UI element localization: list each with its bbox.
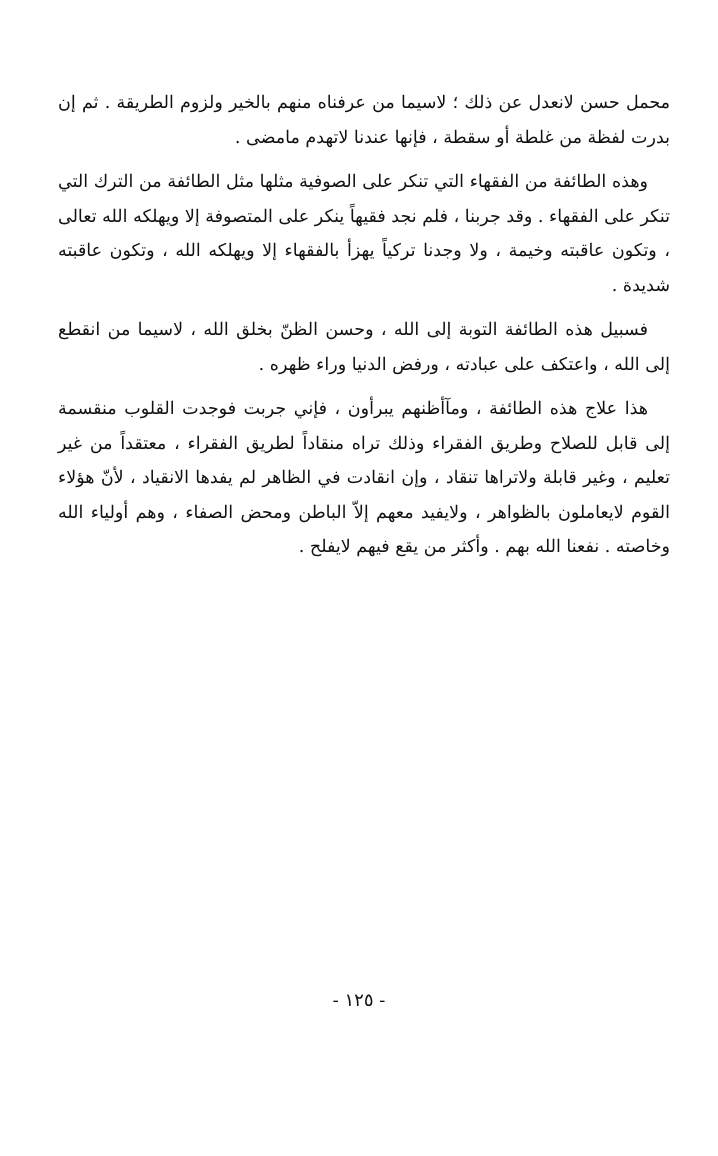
page-number: - ١٢٥ - [332,990,386,1011]
body-text [58,86,670,575]
paragraph-remedy: هذا علاج هذه الطائفة ، ومآأظنهم يبرأون ، فإني جربت فوجدت القلوب منقسمة إلى قابل للصلاح وطريق الفقراء وذلك تراه منقاداً لطريق الفقراء ، معتقداً من غير تعليم ، وغير قابلة ولاتراها تنقاد ، وإن انقادت في الظاهر لم يفدها الانقياد ، لأنّ هؤلاء القوم لايعاملون بالظواهر ، ولايفيد معهم إلاّ الباطن ومحض الصفاء ، وهم أولياء الله وخاصته . نفعنا الله بهم . وأكثر من يقع فيهم لايفلح . [58,399,670,557]
paragraph-fuqaha: وهذه الطائفة من الفقهاء التي تنكر على الصوفية مثلها مثل الطائفة من الترك التي تنكر على الفقهاء . وقد جربنا ، فلم نجد فقيهاً ينكر على المتصوفة إلا ويهلكه الله تعالى ، وتكون عاقبته وخيمة ، ولا وجدنا تركياً يهزأ بالفقهاء إلا ويهلكه الله ، وتكون عاقبته شديدة . [58,172,670,296]
paragraph-continuation: محمل حسن لانعدل عن ذلك ؛ لاسيما من عرفناه منهم بالخير ولزوم الطريقة . ثم إن بدرت لفظة من غلطة أو سقطة ، فإنها عندنا لاتهدم مامضى . [58,93,670,148]
paragraph-repentance: فسبيل هذه الطائفة التوبة إلى الله ، وحسن الظنّ بخلق الله ، لاسيما من انقطع إلى الله ، واعتكف على عبادته ، ورفض الدنيا وراء ظهره . [58,320,670,375]
